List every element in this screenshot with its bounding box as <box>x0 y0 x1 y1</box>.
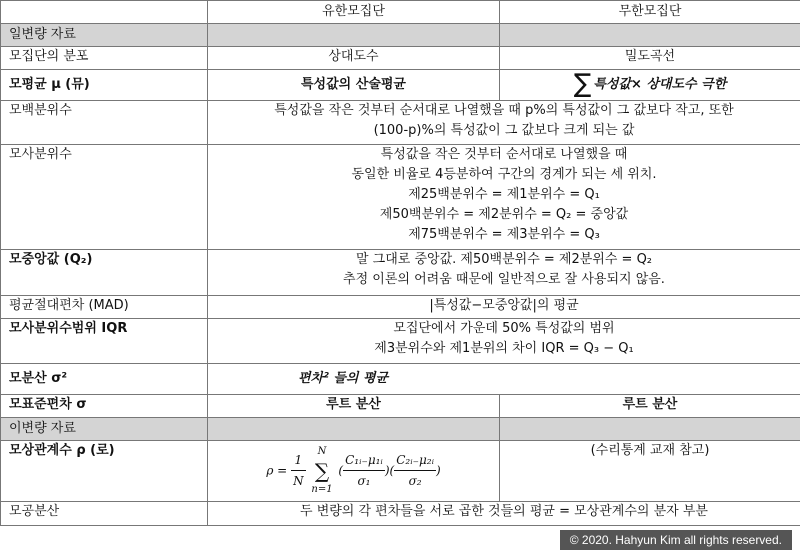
section-bivariate <box>1 417 800 440</box>
row-label: 모사분위수 <box>1 145 208 250</box>
cell-merged: 편차² 들의 평균 <box>208 363 800 394</box>
row-median <box>1 250 800 296</box>
header-row <box>1 1 800 24</box>
cell-infinite: (수리통계 교재 참고) <box>500 440 800 501</box>
text-line: (100-p)%의 특성값이 그 값보다 크게 되는 값 <box>373 122 635 138</box>
text-line: 제50백분위수 = 제2분위수 = Q₂ = 중앙값 <box>379 207 629 223</box>
cell-merged <box>208 250 800 296</box>
formula-lhs: ρ = <box>266 463 292 478</box>
text-line: 특성값을 작은 것부터 순서대로 나열했을 때 p%의 특성값이 그 값보다 작고, 또한 <box>274 102 734 118</box>
header-empty <box>1 1 208 24</box>
header-infinite: 무한모집단 <box>500 1 800 24</box>
cell-infinite <box>500 69 800 100</box>
cell-finite: 루트 분산 <box>208 394 500 417</box>
cell-merged <box>208 145 800 250</box>
row-label: 모집단의 분포 <box>1 46 208 69</box>
row-correlation <box>1 440 800 501</box>
term1-fraction: $\frac{\text{C₁ᵢ₋μ₁ᵢ}}{\text{σ₁}}$ <box>343 450 385 491</box>
cell-finite: 상대도수 <box>208 46 500 69</box>
summation: N ∑ n=1 <box>311 445 333 495</box>
cell-merged: 두 변량의 각 편차들을 서로 곱한 것들의 평균 = 모상관계수의 분자 부분 <box>208 501 800 525</box>
text-line: 제75백분위수 = 제3분위수 = Q₃ <box>408 227 600 243</box>
row-label: 모공분산 <box>1 501 208 525</box>
row-variance <box>1 363 800 394</box>
cell-merged: |특성값−모중앙값|의 평균 <box>208 296 800 319</box>
row-label: 모중앙값 (Q₂) <box>1 250 208 296</box>
header-finite: 유한모집단 <box>208 1 500 24</box>
term2-fraction: $\frac{\text{C₂ᵢ₋μ₂ᵢ}}{\text{σ₂}}$ <box>394 450 436 491</box>
row-mean <box>1 69 800 100</box>
row-percentile <box>1 100 800 145</box>
sigma-symbol: ∑ <box>573 69 592 100</box>
text-line: 제25백분위수 = 제1분위수 = Q₁ <box>408 187 600 203</box>
cell-merged <box>208 319 800 364</box>
row-label: 모상관계수 ρ (로) <box>1 440 208 501</box>
sum-expression: 특성값× 상대도수 극한 <box>593 77 727 93</box>
row-mad <box>1 296 800 319</box>
section-bivariate-label: 이변량 자료 <box>1 417 208 440</box>
row-label: 모백분위수 <box>1 100 208 145</box>
copyright-notice: © 2020. Hahyun Kim all rights reserved. <box>560 530 792 550</box>
row-iqr <box>1 319 800 364</box>
cell-merged <box>208 100 800 145</box>
row-quartile <box>1 145 800 250</box>
row-covariance <box>1 501 800 525</box>
text-line: 특성값을 작은 것부터 순서대로 나열했을 때 <box>380 147 628 163</box>
text-line: 동일한 비율로 4등분하여 구간의 경계가 되는 세 위치. <box>351 167 657 183</box>
cell-infinite: 루트 분산 <box>500 394 800 417</box>
row-label: 모평균 μ (뮤) <box>1 69 208 100</box>
row-label: 평균절대편차 (MAD) <box>1 296 208 319</box>
row-stdev <box>1 394 800 417</box>
text-line: 말 그대로 중앙값. 제50백분위수 = 제2분위수 = Q₂ <box>355 252 653 268</box>
text-line: 추정 이론의 어려움 때문에 일반적으로 잘 사용되지 않음. <box>343 272 665 288</box>
row-label: 모분산 σ² <box>1 363 208 394</box>
section-univariate <box>1 23 800 46</box>
cell-finite: 특성값의 산술평균 <box>208 69 500 100</box>
correlation-formula: ρ = $\frac{1}{N}$ N ∑ n=1 ( $\frac{\text{C₁ᵢ₋μ₁ᵢ}}{\text{σ₁}}$ )( $\frac{\text{C₂ᵢ₋μ₂ᵢ}}{\text{σ₂}}$ ) <box>208 440 500 501</box>
row-distribution <box>1 46 800 69</box>
fraction-1-over-n: $\frac{1}{N}$ <box>291 450 306 491</box>
text-line: 제3분위수와 제1분위의 차이 IQR = Q₃ − Q₁ <box>374 341 634 357</box>
cell-infinite: 밀도곡선 <box>500 46 800 69</box>
row-label: 모표준편차 σ <box>1 394 208 417</box>
row-label: 모사분위수범위 IQR <box>1 319 208 364</box>
text-line: 모집단에서 가운데 50% 특성값의 범위 <box>393 321 615 337</box>
section-univariate-label: 일변량 자료 <box>1 23 208 46</box>
